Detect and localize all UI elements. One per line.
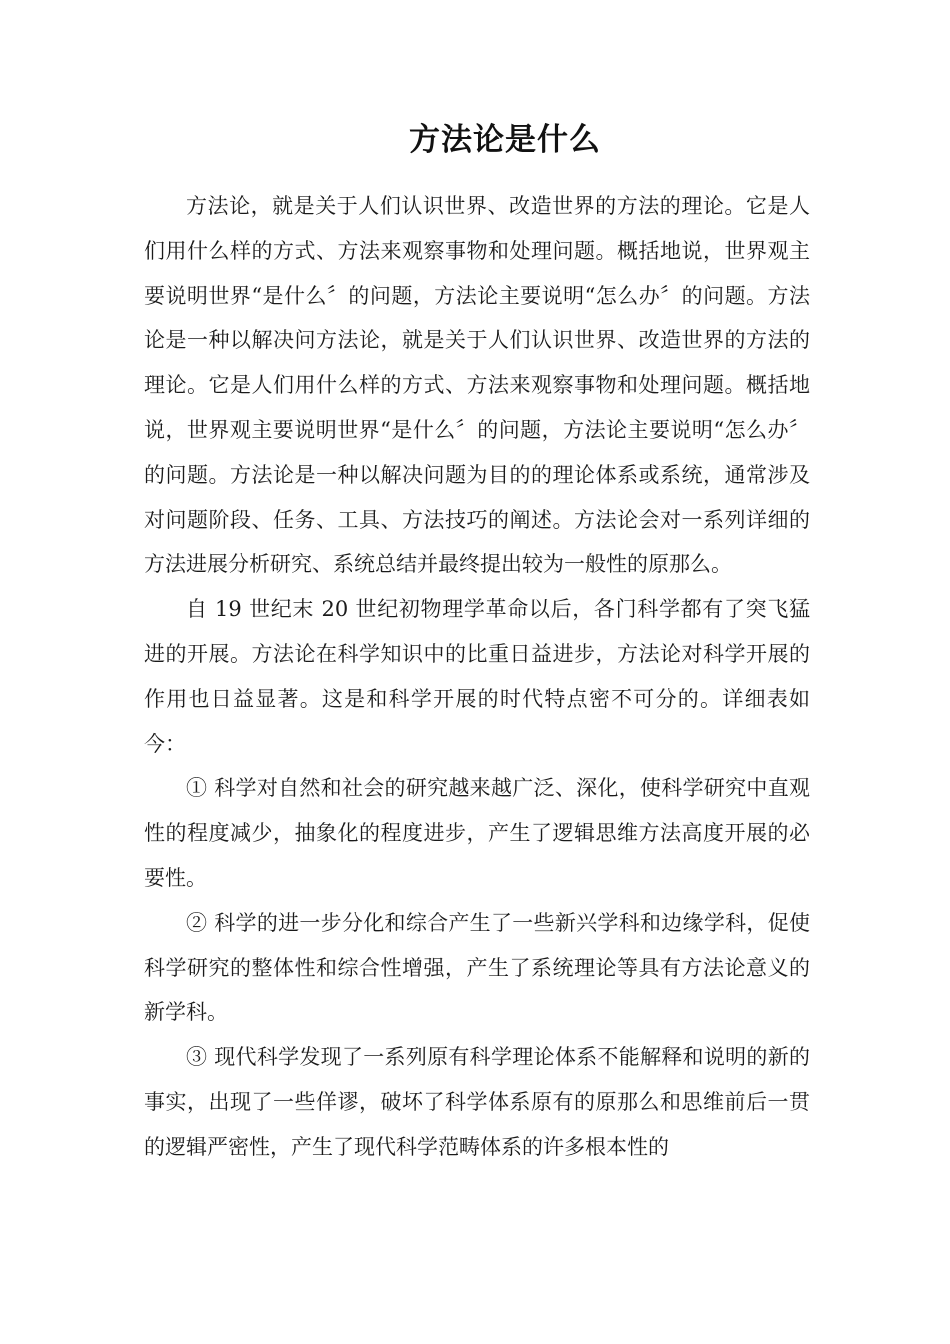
document-body (144, 184, 810, 1170)
document-title: 方法论是什么 (409, 122, 601, 158)
paragraph-point-2: ② 科学的进一步分化和综合产生了一些新兴学科和边缘学科，促使科学研究的整体性和综合性增强，产生了系统理论等具有方法论意义的新学科。 (144, 910, 810, 1025)
paragraph-point-1: ① 科学对自然和社会的研究越来越广泛、深化，使科学研究中直观性的程度减少，抽象化的程度进步，产生了逻辑思维方法高度开展的必要性。 (144, 776, 810, 890)
paragraph-point-3: ③ 现代科学发现了一系列原有科学理论体系不能解释和说明的新的事实，出现了一些佯谬，破坏了科学体系原有的原那么和思维前后一贯的逻辑严密性，产生了现代科学范畴体系的许多根本性的 (144, 1045, 810, 1159)
paragraph-definition: 方法论，就是关于人们认识世界、改造世界的方法的理论。它是人们用什么样的方式、方法来观察事物和处理问题。概括地说，世界观主要说明世界“是什么〞的问题，方法论主要说明“怎么办〞的问题。方法论是一种以解决问方法论，就是关于人们认识世界、改造世界的方法的理论。它是人们用什么样的方式、方法来观察事物和处理问题。概括地说，世界观主要说明世界“是什么〞的问题，方法论主要说明“怎么办〞的问题。方法论是一种以解决问题为目的的理论体系或系统，通常涉及对问题阶段、任务、工具、方法技巧的阐述。方法论会对一系列详细的方法进展分析研究、系统总结并最终提出较为一般性的原那么。 (144, 194, 810, 577)
paragraph-history: 自 19 世纪末 20 世纪初物理学革命以后，各门科学都有了突飞猛进的开展。方法论在科学知识中的比重日益进步，方法论对科学开展的作用也日益显著。这是和科学开展的时代特点密不可分的。详细表如今： (144, 597, 810, 756)
